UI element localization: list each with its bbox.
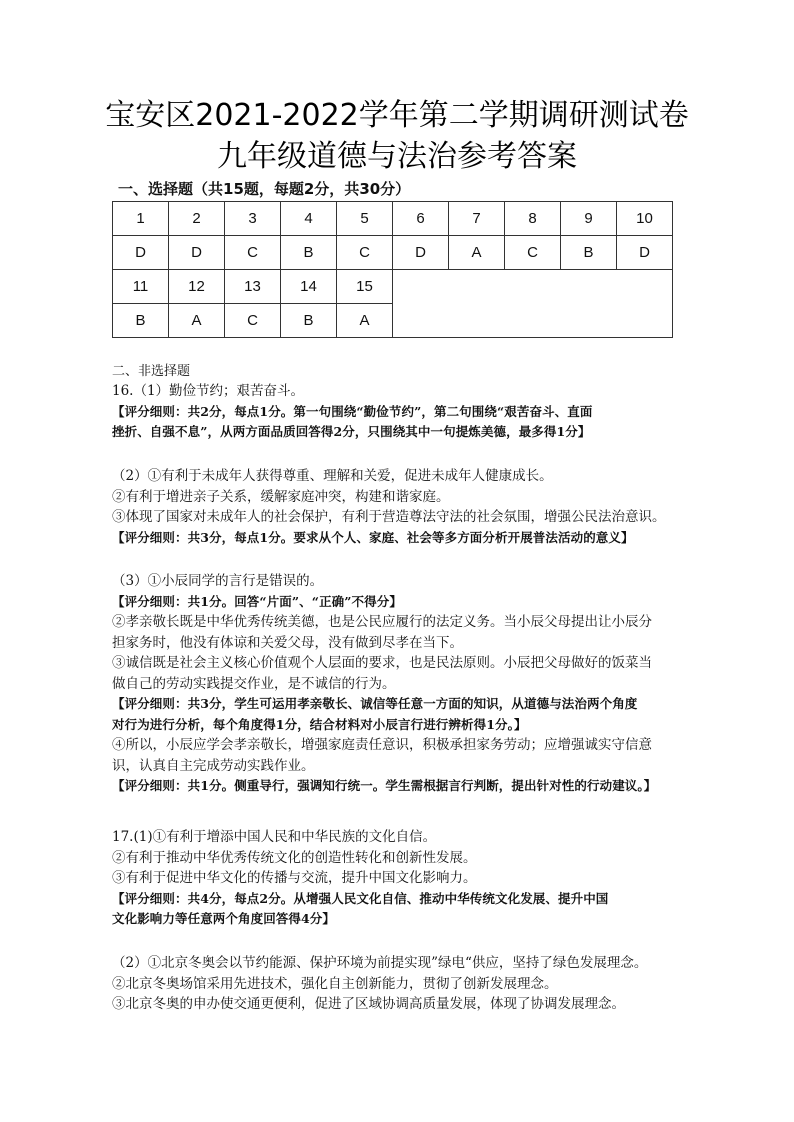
answer-cell: C (337, 236, 393, 270)
answer-text: 担家务时，他没有体谅和关爱父母，没有做到尽孝在当下。 (112, 634, 463, 651)
scoring-note: 【评分细则：共3分，每点1分。要求从个人、家庭、社会等多方面分析开展普法活动的意义】 (112, 529, 634, 545)
scoring-note: 【评分细则：共3分，学生可运用孝亲敬长、诚信等任意一方面的知识，从道德与法治两个角度 (112, 696, 638, 711)
question-number: 14 (281, 270, 337, 304)
answer-cell: D (393, 236, 449, 270)
q16-part-1 (112, 381, 687, 443)
scoring-note: 文化影响力等任意两个角度回答得4分】 (112, 911, 335, 926)
answer-text: （3）①小辰同学的言行是错误的。 (112, 573, 324, 589)
q17-part-2 (112, 953, 687, 1015)
table-row-numbers-2 (113, 270, 673, 304)
empty-cell (393, 270, 673, 338)
answer-cell: B (561, 236, 617, 270)
table-row-numbers-1 (113, 202, 673, 236)
answer-text: ②北京冬奥场馆采用先进技术，强化自主创新能力，贯彻了创新发展理念。 (112, 975, 558, 992)
answer-text: ②有利于推动中华优秀传统文化的创造性转化和创新性发展。 (112, 849, 477, 866)
question-number: 6 (393, 202, 449, 236)
answer-cell: A (449, 236, 505, 270)
question-number: 4 (281, 202, 337, 236)
answer-text: ③诚信既是社会主义核心价值观个人层面的要求，也是民法原则。小辰把父母做好的饭菜当 (112, 655, 652, 671)
question-number: 11 (113, 270, 169, 304)
answer-text: （2）①北京冬奥会以节约能源、保护环境为前提实现”绿电“供应，坚持了绿色发展理念。 (112, 955, 648, 971)
answer-cell: C (505, 236, 561, 270)
scoring-note: 挫折、自强不息”，从两方面品质回答得2分，只围绕其中一句提炼美德，最多得1分】 (112, 424, 591, 439)
q16-part-3 (112, 571, 687, 797)
question-number: 9 (561, 202, 617, 236)
scoring-note: 【评分细则：共1分。回答“片面”、“正确”不得分】 (112, 593, 402, 609)
answer-text: ③体现了国家对未成年人的社会保护，有利于营造尊法守法的社会氛围，增强公民法治意识。 (112, 509, 666, 525)
answer-text: 16.（1）勤俭节约；艰苦奋斗。 (112, 383, 305, 399)
answer-cell: D (617, 236, 673, 270)
title-line-1: 宝安区2021-2022学年第二学期调研测试卷 (105, 98, 689, 133)
section-2-heading: 二、非选择题 (112, 364, 191, 379)
scoring-note: 【评分细则：共2分，每点1分。第一句围绕“勤俭节约”，第二句围绕“艰苦奋斗、直面 (112, 403, 593, 419)
answer-cell: B (113, 304, 169, 338)
scoring-note: 对行为进行分析，每个角度得1分，结合材料对小辰言行进行辨析得1分。】 (112, 716, 527, 732)
answer-cell: D (113, 236, 169, 270)
question-number: 12 (169, 270, 225, 304)
answer-cell: B (281, 236, 337, 270)
answer-cell: C (225, 304, 281, 338)
question-number: 5 (337, 202, 393, 236)
table-row-answers-1 (113, 236, 673, 270)
section-1-heading: 一、选择题（共15题，每题2分，共30分） (118, 180, 411, 198)
answer-cell: A (169, 304, 225, 338)
answer-cell: D (169, 236, 225, 270)
answer-text: ④所以，小辰应学会孝亲敬长，增强家庭责任意识，积极承担家务劳动；应增强诚实守信意 (112, 737, 652, 753)
answer-cell: C (225, 236, 281, 270)
q16-part-2 (112, 466, 687, 548)
question-number: 7 (449, 202, 505, 236)
question-number: 3 (225, 202, 281, 236)
question-number: 10 (617, 202, 673, 236)
question-number: 8 (505, 202, 561, 236)
answer-cell: B (281, 304, 337, 338)
question-number: 15 (337, 270, 393, 304)
q17-part-1 (112, 827, 687, 930)
answer-text: 做自己的劳动实践提交作业，是不诚信的行为。 (112, 675, 396, 692)
scoring-note: 【评分细则：共4分，每点2分。从增强人民文化自信、推动中华传统文化发展、提升中国 (112, 890, 609, 906)
answer-text: 17.(1)①有利于增添中国人民和中华民族的文化自信。 (112, 829, 437, 845)
answer-text: ②有利于增进亲子关系，缓解家庭冲突，构建和谐家庭。 (112, 488, 450, 505)
question-number: 2 (169, 202, 225, 236)
question-number: 13 (225, 270, 281, 304)
answer-cell: A (337, 304, 393, 338)
answer-text: 识，认真自主完成劳动实践作业。 (112, 757, 315, 774)
answer-text: （2）①有利于未成年人获得尊重、理解和关爱，促进未成年人健康成长。 (112, 468, 553, 484)
answer-text: ②孝亲敬长既是中华优秀传统美德，也是公民应履行的法定义务。当小辰父母提出让小辰分 (112, 614, 652, 630)
question-number: 1 (113, 202, 169, 236)
answer-text: ③有利于促进中华文化的传播与交流，提升中国文化影响力。 (112, 870, 477, 886)
answer-text: ③北京冬奥的申办使交通更便利，促进了区域协调高质量发展，体现了协调发展理念。 (112, 996, 625, 1012)
scoring-note: 【评分细则：共1分。侧重导行，强调知行统一。学生需根据言行判断，提出针对性的行动建议。】 (112, 778, 657, 793)
title-line-2: 九年级道德与法治参考答案 (217, 139, 577, 174)
answer-table (112, 201, 673, 338)
